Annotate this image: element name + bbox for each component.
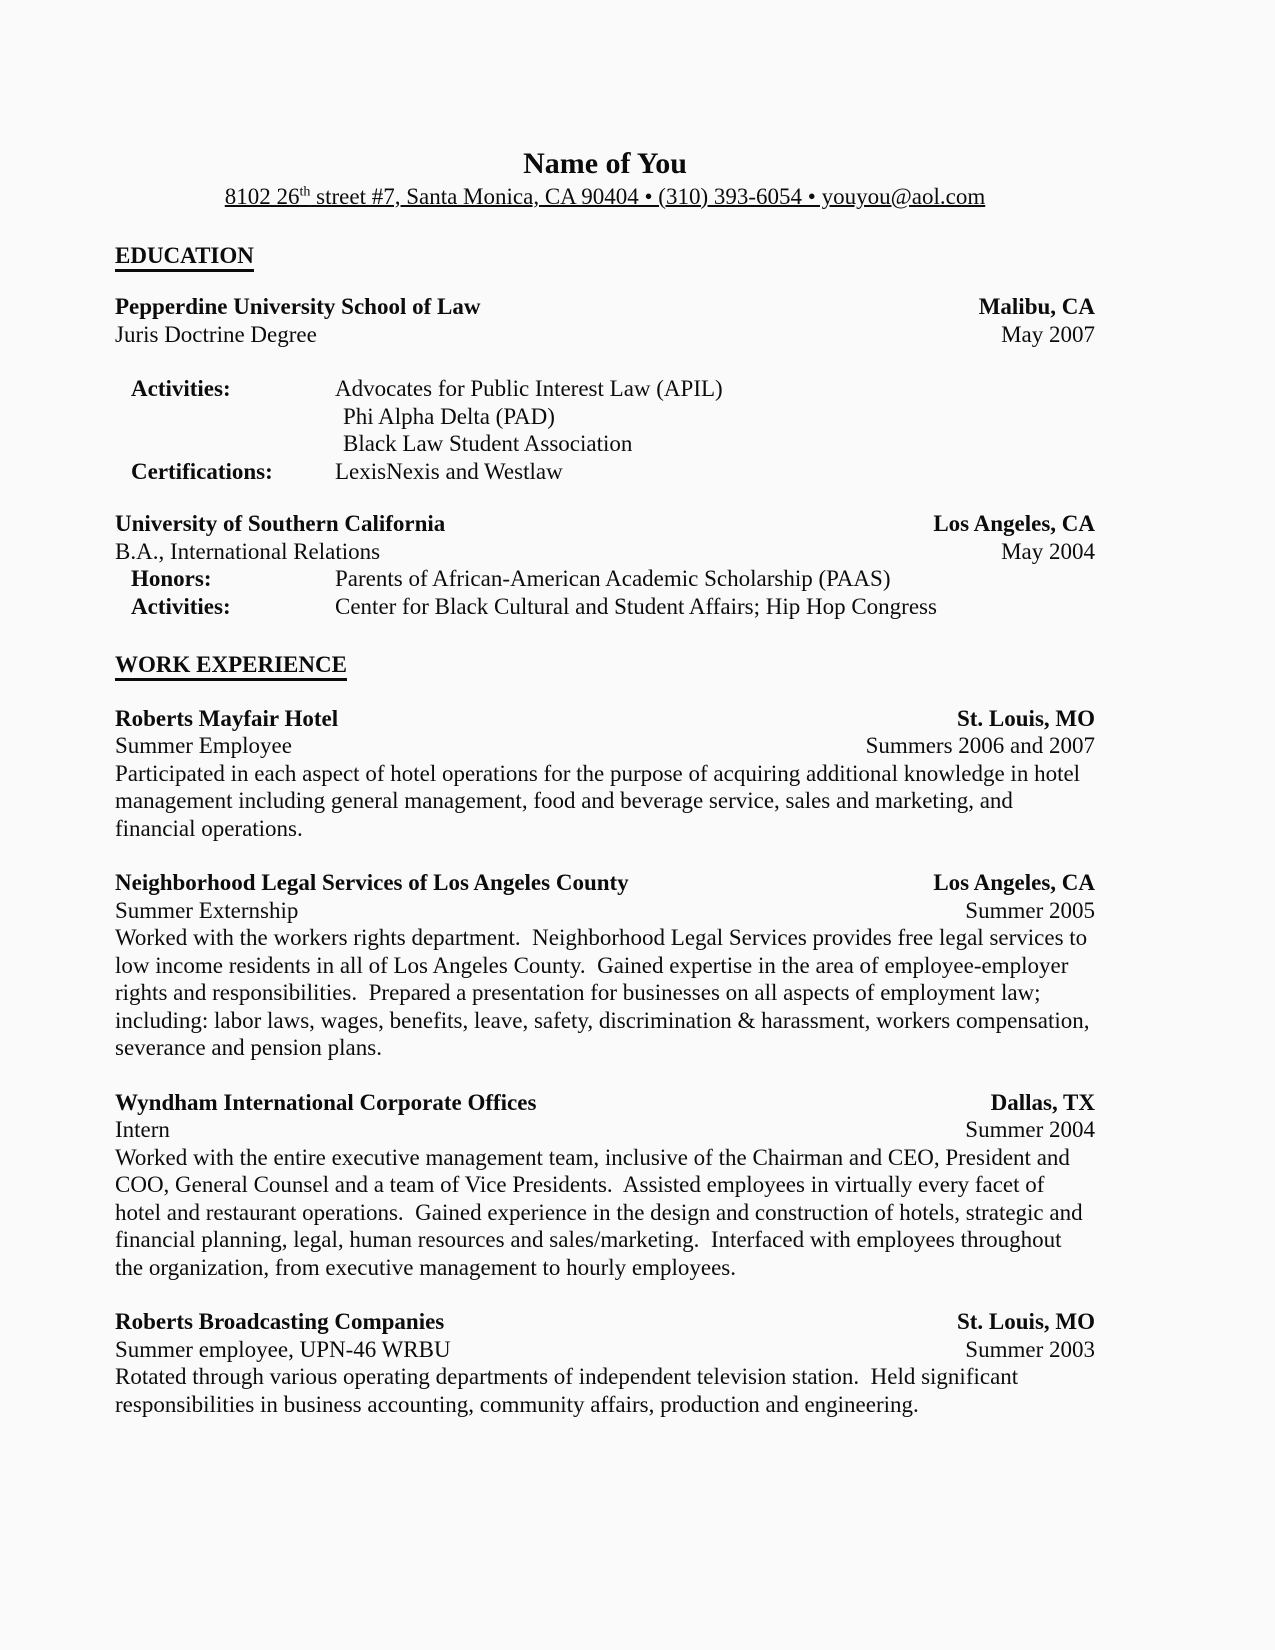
company-name: Wyndham International Corporate Offices [115, 1089, 537, 1115]
contact-address-pre: 8102 26 [224, 184, 300, 209]
detail-row-certifications [115, 458, 1095, 486]
work-heading-text: WORK EXPERIENCE [115, 652, 347, 681]
detail-label: Activities: [131, 376, 231, 401]
detail-line: Black Law Student Association [343, 431, 633, 456]
job-entry-roberts-mayfair [115, 705, 1095, 843]
person-name: Name of You [523, 147, 687, 180]
degree-name: B.A., International Relations [115, 538, 381, 564]
section-heading-work-experience [115, 651, 1095, 679]
education-heading-text: EDUCATION [115, 243, 254, 272]
role-row [115, 1336, 1095, 1364]
detail-row-activities [115, 375, 1095, 458]
degree-name: Juris Doctrine Degree [115, 321, 317, 347]
company-location: St. Louis, MO [956, 1309, 1095, 1334]
job-description: Worked with the workers rights department. Neighborhood Legal Services provides free legal services to low income residents in all of Los Angeles County. Gained expertise in the area of employee-employer rights and responsibilities. Prepared a presentation for businesses on all aspects of employment law; including: labor laws, wages, benefits, leave, safety, discrimination & harassment, workers compensation, severance and pension plans. [115, 925, 1096, 1060]
detail-label: Honors: [131, 566, 212, 591]
graduation-date: May 2004 [1001, 538, 1095, 564]
company-name: Roberts Mayfair Hotel [115, 705, 339, 731]
contact-line [115, 183, 1095, 211]
job-entry-roberts-broadcasting [115, 1308, 1095, 1418]
detail-line: Advocates for Public Interest Law (APIL) [335, 376, 723, 401]
detail-row-honors [115, 565, 1095, 593]
company-location: Dallas, TX [990, 1089, 1095, 1115]
institution-name: University of Southern California [115, 511, 446, 536]
job-dates: Summer 2004 [965, 1117, 1095, 1142]
detail-row-activities [115, 593, 1095, 621]
detail-label: Activities: [131, 593, 231, 619]
job-description: Rotated through various operating departments of independent television station. Held significant responsibilities in business accounting, community affairs, production and engineering. [115, 1364, 1024, 1417]
institution-name: Pepperdine University School of Law [115, 294, 481, 319]
education-entry-usc [115, 510, 1095, 620]
education-details [115, 375, 1095, 485]
graduation-date: May 2007 [1001, 321, 1095, 347]
company-location: Los Angeles, CA [933, 870, 1095, 895]
job-entry-wyndham [115, 1089, 1095, 1282]
resume-content [115, 0, 1095, 1418]
education-entry-pepperdine [115, 293, 1095, 485]
institution-location: Los Angeles, CA [933, 511, 1095, 536]
education-details [115, 565, 1095, 620]
role-row [115, 1116, 1095, 1144]
detail-value [335, 458, 1095, 486]
contact-address-post: street #7, Santa Monica, CA 90404 • (310) 393-6054 • youyou@aol.com [310, 184, 986, 209]
company-location: St. Louis, MO [956, 705, 1095, 731]
contact-text [225, 184, 985, 209]
job-entry-neighborhood-legal [115, 869, 1095, 1062]
detail-line: Center for Black Cultural and Student Affairs; Hip Hop Congress [335, 593, 937, 619]
detail-value [335, 593, 1095, 621]
detail-label: Certifications: [131, 458, 273, 484]
detail-value [335, 375, 1095, 458]
role-row [115, 732, 1095, 760]
job-description: Worked with the entire executive management team, inclusive of the Chairman and CEO, President and COO, General Counsel and a team of Vice Presidents. Assisted employees in virtually every facet of hotel and restaurant operations. Gained experience in the design and construction of hotels, strategic and financial planning, legal, human resources and sales/marketing. Interfaced with employees throughout the organization, from executive management to hourly employees. [115, 1144, 1089, 1280]
job-title: Summer employee, UPN-46 WRBU [115, 1336, 451, 1362]
company-name: Roberts Broadcasting Companies [115, 1309, 445, 1334]
job-title: Summer Employee [115, 733, 292, 758]
company-row [115, 869, 1095, 897]
degree-row [115, 538, 1095, 566]
role-row [115, 897, 1095, 925]
job-dates: Summer 2003 [965, 1336, 1095, 1362]
institution-row [115, 510, 1095, 538]
section-heading-education [115, 242, 1095, 270]
job-description: Participated in each aspect of hotel operations for the purpose of acquiring additional knowledge in hotel management including general management, food and beverage service, sales and marketing, and financial operations. [115, 760, 1086, 841]
company-row [115, 1308, 1095, 1336]
degree-row [115, 321, 1095, 349]
company-row [115, 705, 1095, 733]
job-dates: Summer 2005 [965, 897, 1095, 923]
job-dates: Summers 2006 and 2007 [865, 733, 1095, 758]
detail-line: Phi Alpha Delta (PAD) [343, 403, 555, 429]
company-name: Neighborhood Legal Services of Los Angeles County [115, 870, 629, 895]
job-title: Intern [115, 1117, 170, 1142]
detail-line: Parents of African-American Academic Scholarship (PAAS) [335, 566, 891, 591]
contact-address-ordinal: th [299, 184, 311, 200]
institution-row [115, 293, 1095, 321]
detail-line: LexisNexis and Westlaw [335, 458, 563, 484]
job-title: Summer Externship [115, 897, 299, 923]
detail-value [335, 565, 1095, 593]
company-row [115, 1089, 1095, 1117]
institution-location: Malibu, CA [978, 294, 1095, 319]
